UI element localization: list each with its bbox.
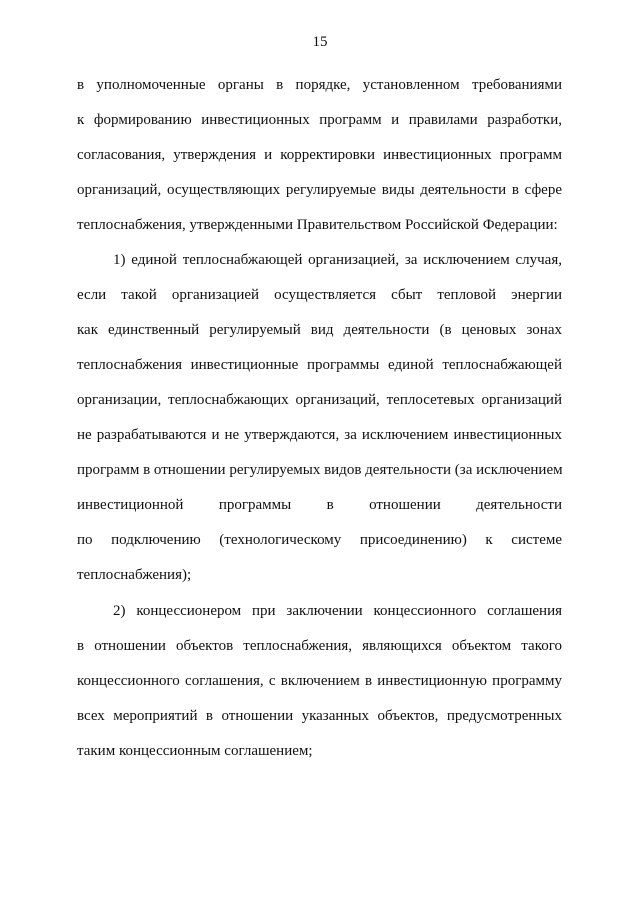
text-line: не разрабатываются и не утверждаются, за исключением инвестиционных bbox=[77, 427, 562, 443]
text-line: 1) единой теплоснабжающей организацией, за исключением случая, bbox=[113, 252, 562, 268]
text-line: если такой организацией осуществляется сбыт тепловой энергии bbox=[77, 287, 562, 303]
text-line: 2) концессионером при заключении концессионного соглашения bbox=[113, 603, 562, 619]
text-line: организации, теплоснабжающих организаций, теплосетевых организаций bbox=[77, 392, 562, 408]
text-line: всех мероприятий в отношении указанных объектов, предусмотренных bbox=[77, 708, 562, 724]
text-line: теплоснабжения, утвержденными Правительством Российской Федерации: bbox=[77, 217, 558, 233]
text-line: по подключению (технологическому присоединению) к системе bbox=[77, 532, 562, 548]
text-line: программ в отношении регулируемых видов деятельности (за исключением bbox=[77, 462, 563, 478]
page-number: 15 bbox=[312, 34, 328, 50]
text-line: организаций, осуществляющих регулируемые виды деятельности в сфере bbox=[77, 182, 562, 198]
text-line: теплоснабжения инвестиционные программы единой теплоснабжающей bbox=[77, 357, 562, 373]
text-line: таким концессионным соглашением; bbox=[77, 743, 313, 759]
text-line: инвестиционной программы в отношении деятельности bbox=[77, 497, 562, 513]
text-line: к формированию инвестиционных программ и правилами разработки, bbox=[77, 112, 562, 128]
text-line: в уполномоченные органы в порядке, установленном требованиями bbox=[77, 77, 562, 93]
text-line: в отношении объектов теплоснабжения, являющихся объектом такого bbox=[77, 638, 562, 654]
text-line: концессионного соглашения, с включением в инвестиционную программу bbox=[77, 673, 562, 689]
text-line: согласования, утверждения и корректировки инвестиционных программ bbox=[77, 147, 562, 163]
text-line: как единственный регулируемый вид деятельности (в ценовых зонах bbox=[77, 322, 562, 338]
text-line: теплоснабжения); bbox=[77, 567, 192, 583]
